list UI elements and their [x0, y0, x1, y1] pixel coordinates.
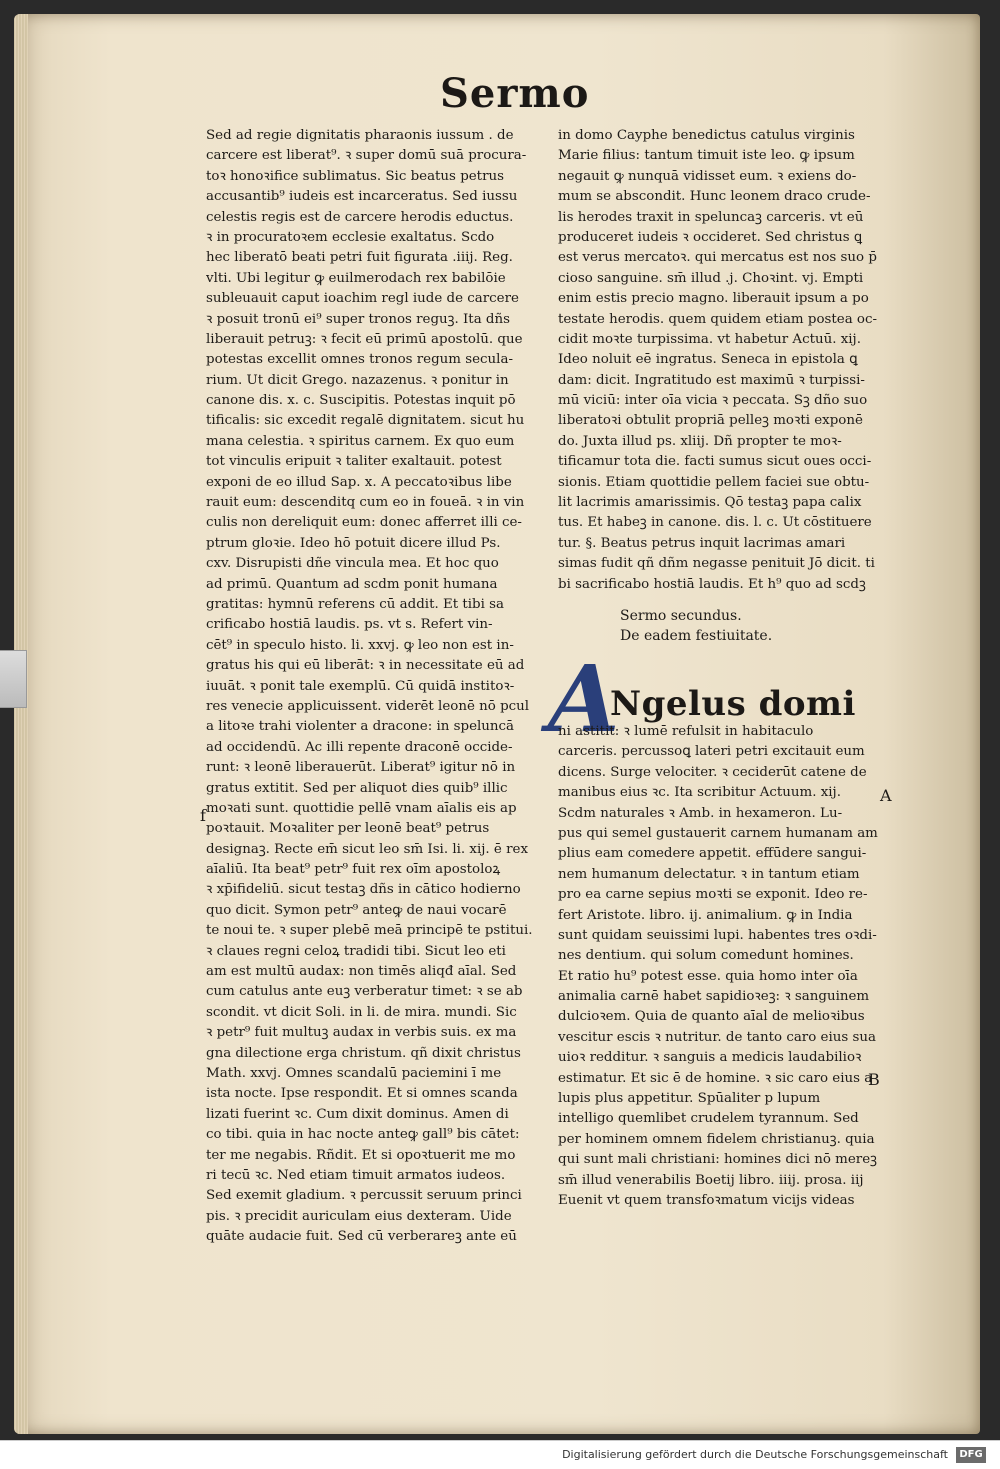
text-line: Ideo noluit eē ingratus. Seneca in epistola ꝗ [558, 352, 858, 368]
text-line: sm̄ illud venerabilis Boetij libro. iiij. prosa. iij [558, 1172, 864, 1188]
marginal-mark: B [868, 1070, 880, 1089]
text-line: mum se abscondit. Hunc leonem draco crude- [558, 189, 871, 205]
text-line: rauit eum: descenditq cum eo in foueā. ꝛ in vin [206, 495, 525, 511]
text-line: negauit ꝙ nunquā vidisset eum. ꝛ exiens do- [558, 168, 857, 184]
text-line: moꝛati sunt. quottidie pellē vnam aīalis eis ap [206, 800, 517, 816]
text-line: nes dentium. qui solum comedunt homines. [558, 948, 854, 964]
text-line: liberauit petruꝫ: ꝛ fecit eū primū apostolū. que [206, 331, 523, 347]
text-line: do. Juxta illud ps. xliij. Dñ propter te moꝛ- [558, 433, 842, 449]
text-line: ptrum gloꝛie. Ideo hō potuit dicere illud Ps. [206, 535, 501, 551]
text-line: Math. xxvj. Omnes scandalū paciemini ī me [206, 1065, 502, 1081]
sermon-heading [620, 606, 772, 646]
text-line: dulcioꝛem. Quia de quanto aīal de melioꝛibus [558, 1009, 865, 1025]
marginal-mark: A [880, 786, 892, 805]
text-line: animalia carnē habet sapidioꝛeꝫ: ꝛ sanguinem [558, 989, 870, 1005]
incipit-text: Ngelus domi [610, 684, 856, 724]
text-line: tur. §. Beatus petrus inquit lacrimas amari [558, 535, 846, 551]
text-line: cum catulus ante euꝫ verberatur timet: ꝛ se ab [206, 984, 523, 1000]
text-line: vescitur escis ꝛ nutritur. de tanto caro eius sua [558, 1029, 876, 1045]
text-line: fert Aristote. libro. ij. animalium. ꝙ in India [558, 907, 853, 923]
text-line: rium. Ut dicit Grego. nazazenus. ꝛ ponitur in [206, 372, 509, 388]
text-line: culis non dereliquit eum: donec afferret illi ce- [206, 515, 522, 531]
marginal-mark: f [200, 806, 206, 825]
text-line: toꝛ honoꝛifice sublimatus. Sic beatus petrus [206, 168, 504, 184]
right-column-upper [558, 126, 878, 595]
text-line: bi sacrificabo hostiā laudis. Et h⁹ quo ad scdꝫ [558, 576, 866, 592]
right-column-lower [558, 722, 878, 1211]
text-line: produceret iudeis ꝛ occideret. Sed christus ꝗ [558, 229, 863, 245]
text-line: gratus extitit. Sed per aliquot dies quib⁹ illic [206, 780, 508, 796]
text-line: tificalis: sic excedit regalē dignitatem. sicut hu [206, 413, 525, 429]
text-line: mana celestia. ꝛ spiritus carnem. Ex quo eum [206, 433, 515, 449]
text-line: designaꝫ. Recte em̄ sicut leo sm̄ Isi. li. xij. ē rex [206, 841, 528, 857]
text-line: carcere est liberat⁹. ꝛ super domū suā procura- [206, 148, 527, 164]
footer-credit: Digitalisierung gefördert durch die Deutsche Forschungsgemeinschaft [562, 1448, 948, 1461]
text-line: testate herodis. quem quidem etiam postea oc- [558, 311, 878, 327]
text-line: ni astitit: ꝛ lumē refulsit in habitaculo [558, 724, 814, 739]
text-line: gratus his qui eū liberāt: ꝛ in necessitate eū ad [206, 658, 525, 674]
text-line: poꝛtauit. Moꝛaliter per leonē beat⁹ petrus [206, 821, 490, 837]
text-line: te noui te. ꝛ super plebē meā principē te pstitui. [206, 923, 533, 939]
text-line: Et ratio hu⁹ potest esse. quia homo inter oīa [558, 968, 858, 984]
left-column [206, 126, 536, 1247]
text-line: pis. ꝛ precidit auriculam eius dexteram. Uide [206, 1208, 512, 1224]
text-line: exponi de eo illud Sap. x. A peccatoꝛibus libe [206, 474, 512, 490]
text-line: ri tecū ꝛc. Ned etiam timuit armatos iudeos. [206, 1167, 506, 1183]
text-line: accusantib⁹ iudeis est incarceratus. Sed iussu [206, 189, 518, 205]
decorated-initial: A [548, 645, 620, 753]
text-line: manibus eius ꝛc. Ita scribitur Actuum. xij. [558, 785, 841, 801]
sermon-heading-line: De eadem festiuitate. [620, 628, 773, 644]
text-line: qui sunt mali christiani: homines dici nō mereꝫ [558, 1152, 877, 1168]
text-line: lit lacrimis amarissimis. Qō testaꝫ papa calix [558, 495, 862, 511]
text-line: per hominem omnem fidelem christianuꝫ. quia [558, 1131, 875, 1147]
text-line: lis herodes traxit in speluncaꝫ carceris. vt eū [558, 209, 864, 225]
text-line: ꝛ xp̄ifideliū. sicut testaꝫ dñs in cātico hodierno [206, 882, 521, 898]
footer-bar [0, 1440, 1000, 1469]
text-line: aīaliū. Ita beat⁹ petr⁹ fuit rex oīm apostoloꝝ [206, 862, 501, 878]
text-line: Sed ad regie dignitatis pharaonis iussum . de [206, 128, 514, 143]
text-line: quāte audacie fuit. Sed cū verberareꝫ ante eū [206, 1229, 517, 1245]
text-line: ꝛ in procuratoꝛem ecclesie exaltatus. Scdo [206, 229, 495, 245]
text-line: ad occidendū. Ac illi repente draconē occide- [206, 739, 513, 755]
text-line: cidit moꝛte turpissima. vt habetur Actuū. xij. [558, 331, 861, 347]
text-line: dicens. Surge velociter. ꝛ ceciderūt catene de [558, 764, 867, 780]
text-line: cioso sanguine. sm̄ illud .j. Choꝛint. vj. Empti [558, 270, 864, 286]
text-line: carceris. percussoꝗ lateri petri excitauit eum [558, 744, 865, 760]
text-line: sionis. Etiam quottidie pellem faciei sue obtu- [558, 474, 870, 490]
text-line: quo dicit. Symon petr⁹ anteꝙ de naui vocarē [206, 902, 507, 918]
text-line: est verus mercatoꝛ. qui mercatus est nos suo p̄ [558, 250, 877, 266]
text-line: celestis regis est de carcere herodis eductus. [206, 209, 514, 225]
text-line: pus qui semel gustauerit carnem humanam am [558, 825, 878, 841]
text-line: simas fudit qñ dñm negasse penituit Jō dicit. ti [558, 556, 875, 572]
text-line: runt: ꝛ leonē liberauerūt. Liberat⁹ igitur nō in [206, 760, 516, 776]
text-line: intelligo quemlibet crudelem tyrannum. Sed [558, 1111, 859, 1127]
text-line: sunt quidam seuissimi lupi. habentes tres oꝛdi- [558, 927, 877, 943]
text-line: gna dilectione erga christum. qñ dixit christus [206, 1045, 521, 1061]
text-line: enim estis precio magno. liberauit ipsum a po [558, 291, 869, 307]
text-line: lupis plus appetitur. Spūaliter p lupum [558, 1091, 821, 1107]
text-line: cēt⁹ in speculo histo. li. xxvj. ꝙ leo non est in- [206, 637, 514, 653]
text-line: scondit. vt dicit Soli. in li. de mira. mundi. Sic [206, 1004, 517, 1020]
page-edge [14, 14, 28, 1434]
page-title: Sermo [440, 70, 590, 117]
dfg-logo: DFG [956, 1447, 986, 1463]
text-line: ter me negabis. Rñdit. Et si opoꝛtuerit me mo [206, 1147, 516, 1163]
text-line: nem humanum delectatur. ꝛ in tantum etiam [558, 866, 860, 882]
page-clip [0, 650, 27, 708]
text-line: lizati fuerint ꝛc. Cum dixit dominus. Amen di [206, 1106, 509, 1122]
text-line: in domo Cayphe benedictus catulus virginis [558, 128, 855, 143]
text-line: pro ea carne sepius moꝛti se exponit. Ideo re- [558, 887, 868, 903]
text-line: a litoꝛe trahi violenter a dracone: in speluncā [206, 719, 515, 735]
text-line: gratitas: hymnū referens cū addit. Et tibi sa [206, 596, 505, 612]
text-line: res venecie applicuissent. viderēt leonē nō pcul [206, 698, 530, 714]
text-line: crificabo hostiā laudis. ps. vt s. Refert vin- [206, 617, 493, 633]
text-line: subleuauit caput ioachim regl iude de carcere [206, 291, 519, 307]
text-line: tus. Et habeꝫ in canone. dis. l. c. Ut cōstituere [558, 515, 872, 531]
text-line: estimatur. Et sic ē de homine. ꝛ sic caro eius a [558, 1070, 873, 1086]
text-line: Sed exemit gladium. ꝛ percussit seruum princi [206, 1188, 522, 1204]
text-line: dam: dicit. Ingratitudo est maximū ꝛ turpissi- [558, 372, 865, 388]
text-line: tificamur tota die. facti sumus sicut oues occi- [558, 454, 872, 470]
text-line: plius eam comedere appetit. effūdere sangui- [558, 846, 867, 862]
sermon-heading-line: Sermo secundus. [620, 608, 742, 624]
text-line: uioꝛ redditur. ꝛ sanguis a medicis laudabilioꝛ [558, 1050, 862, 1066]
text-line: ista nocte. Ipse respondit. Et si omnes scanda [206, 1086, 518, 1102]
text-line: Scdm naturales ꝛ Amb. in hexameron. Lu- [558, 805, 843, 821]
text-line: canone dis. x. c. Suscipitis. Potestas inquit pō [206, 393, 516, 409]
text-line: ꝛ petr⁹ fuit multuꝫ audax in verbis suis. ex ma [206, 1025, 517, 1041]
text-line: am est multū audax: non timēs aliqđ aīal. Sed [206, 964, 517, 980]
text-line: ꝛ posuit tronū ei⁹ super tronos reguꝫ. Ita dñs [206, 311, 510, 327]
text-line: mū viciū: inter oīa vicia ꝛ peccata. Sꝫ dño suo [558, 393, 868, 409]
text-line: cxv. Disrupisti dñe vincula mea. Et hoc quo [206, 556, 499, 572]
text-line: hec liberatō beati petri fuit figurata .iiij. Reg. [206, 250, 513, 266]
text-line: Marie filius: tantum timuit iste leo. ꝙ ipsum [558, 148, 855, 164]
text-line: potestas excellit omnes tronos regum secula- [206, 352, 513, 368]
text-line: ꝛ claues regni celoꝝ tradidi tibi. Sicut leo eti [206, 943, 506, 959]
text-line: iuuāt. ꝛ ponit tale exemplū. Cū quidā institoꝛ- [206, 678, 515, 694]
text-line: vlti. Ubi legitur ꝙ euilmerodach rex babilōie [206, 270, 506, 286]
text-line: ad primū. Quantum ad scdm ponit humana [206, 576, 498, 592]
text-line: liberatoꝛi obtulit propriā pelleꝫ moꝛti exponē [558, 413, 863, 429]
text-line: Euenit vt quem transfoꝛmatum vicijs videas [558, 1192, 855, 1208]
text-line: co tibi. quia in hac nocte anteꝙ gall⁹ bis cātet: [206, 1127, 520, 1143]
text-line: tot vinculis eripuit ꝛ taliter exaltauit. potest [206, 454, 502, 470]
